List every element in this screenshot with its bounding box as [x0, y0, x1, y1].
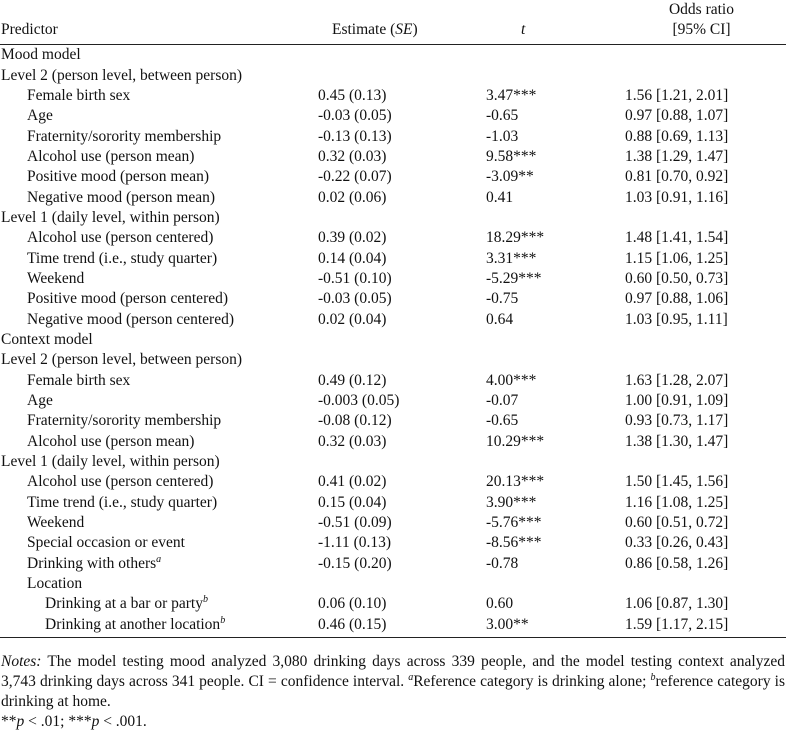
header-estimate: Estimate (SE) — [294, 0, 478, 45]
t-value-cell — [478, 452, 617, 472]
t-value-cell: 3.31*** — [486, 249, 537, 267]
table-row — [0, 574, 786, 594]
table-body — [0, 45, 786, 638]
estimate-cell: 0.45 (0.13) — [318, 86, 387, 104]
significance-legend: **p < .01; ***p < .001. — [1, 713, 147, 730]
predictor-cell: Female birth sex — [27, 371, 131, 389]
header-predictor: Predictor — [0, 0, 294, 45]
predictor-cell: Age — [27, 107, 53, 125]
t-value-cell: 9.58*** — [486, 147, 537, 165]
odds-ratio-cell: 1.03 [0.91, 1.16] — [625, 188, 729, 206]
table-notes — [1, 652, 785, 732]
t-value-cell — [478, 45, 617, 66]
estimate-cell: 0.49 (0.12) — [318, 371, 387, 389]
estimate-cell — [294, 330, 478, 350]
estimate-cell: -0.03 (0.05) — [318, 290, 392, 308]
t-value-cell: 20.13*** — [486, 473, 545, 491]
table-row — [0, 187, 786, 207]
predictor-cell: Negative mood (person centered) — [27, 310, 235, 328]
estimate-cell: -0.51 (0.10) — [318, 269, 392, 287]
estimate-cell — [294, 350, 478, 370]
predictor-cell: Weekend — [27, 514, 85, 532]
table-row — [0, 126, 786, 146]
t-value-cell: -0.65 — [486, 107, 519, 125]
odds-ratio-cell: 0.81 [0.70, 0.92] — [625, 168, 729, 186]
predictor-cell: Level 2 (person level, between person) — [1, 66, 243, 84]
t-value-cell: 18.29*** — [486, 229, 545, 247]
table-row — [0, 533, 786, 553]
predictor-cell: Level 2 (person level, between person) — [1, 351, 243, 369]
predictor-cell: Context model — [1, 330, 93, 348]
predictor-cell: Fraternity/sorority membership — [27, 127, 222, 145]
table-row — [0, 493, 786, 513]
estimate-cell: 0.32 (0.03) — [318, 432, 387, 450]
estimate-cell: -0.22 (0.07) — [318, 168, 392, 186]
odds-ratio-cell — [617, 65, 786, 85]
predictor-cell: Level 1 (daily level, within person) — [1, 208, 220, 226]
table-row — [0, 65, 786, 85]
predictor-cell: Mood model — [1, 46, 81, 64]
table-row — [0, 86, 786, 106]
estimate-cell — [294, 574, 478, 594]
t-value-cell: 4.00*** — [486, 371, 537, 389]
t-value-cell: 3.47*** — [486, 86, 537, 104]
predictor-cell: Fraternity/sorority membership — [27, 412, 222, 430]
estimate-cell: 0.14 (0.04) — [318, 249, 387, 267]
odds-ratio-cell: 1.50 [1.45, 1.56] — [625, 473, 729, 491]
table-row — [0, 289, 786, 309]
odds-ratio-cell: 0.33 [0.26, 0.43] — [625, 534, 729, 552]
odds-ratio-cell — [617, 45, 786, 66]
estimate-cell: 0.02 (0.04) — [318, 310, 387, 328]
t-value-cell: -5.76*** — [486, 514, 542, 532]
odds-ratio-cell — [617, 330, 786, 350]
estimate-cell — [294, 208, 478, 228]
table-row — [0, 106, 786, 126]
t-value-cell — [478, 65, 617, 85]
predictor-cell: Weekend — [27, 269, 85, 287]
table-row — [0, 472, 786, 492]
table-row — [0, 330, 786, 350]
t-value-cell: -0.78 — [486, 554, 519, 572]
estimate-cell — [294, 65, 478, 85]
t-value-cell: -3.09** — [486, 168, 534, 186]
predictor-cell: Location — [27, 575, 83, 593]
estimate-cell: 0.39 (0.02) — [318, 229, 387, 247]
estimate-cell: -0.15 (0.20) — [318, 554, 392, 572]
odds-ratio-cell: 0.93 [0.73, 1.17] — [625, 412, 729, 430]
notes-paragraph: Notes: The model testing mood analyzed 3,080 drinking days across 339 people, and the model testing context analyzed 3,743 drinking days across 341 people. CI = confidence interval. $^a$Reference category is drinking alone; $^b$reference category is drinking at home. — [1, 653, 785, 710]
table-row — [0, 554, 786, 574]
predictor-cell: Female birth sex — [27, 86, 131, 104]
odds-ratio-cell — [617, 452, 786, 472]
table-row — [0, 411, 786, 431]
predictor-cell: Drinking at a bar or party$^b$ — [45, 594, 208, 613]
odds-ratio-cell: 1.56 [1.21, 2.01] — [625, 86, 729, 104]
estimate-cell: 0.46 (0.15) — [318, 615, 387, 633]
table-row — [0, 248, 786, 268]
predictor-cell: Drinking at another location$^b$ — [45, 614, 226, 633]
odds-ratio-cell: 0.60 [0.51, 0.72] — [625, 514, 729, 532]
odds-ratio-cell: 1.38 [1.29, 1.47] — [625, 147, 729, 165]
odds-ratio-cell: 1.06 [0.87, 1.30] — [625, 595, 729, 613]
odds-ratio-cell — [617, 208, 786, 228]
predictor-cell: Alcohol use (person mean) — [27, 432, 195, 450]
predictor-cell: Level 1 (daily level, within person) — [1, 453, 220, 471]
table-row — [0, 228, 786, 248]
estimate-cell — [294, 45, 478, 66]
predictor-cell: Negative mood (person mean) — [27, 188, 216, 206]
table-row — [0, 452, 786, 472]
table-row — [0, 391, 786, 411]
predictor-cell: Drinking with others$^a$ — [27, 553, 162, 572]
odds-ratio-cell: 1.59 [1.17, 2.15] — [625, 615, 729, 633]
header-odds-ratio: Odds ratio [95% CI] — [617, 0, 786, 45]
estimate-cell: 0.32 (0.03) — [318, 147, 387, 165]
odds-ratio-cell: 1.16 [1.08, 1.25] — [625, 493, 729, 511]
t-value-cell — [478, 330, 617, 350]
predictor-cell: Positive mood (person mean) — [27, 168, 210, 186]
table-row — [0, 432, 786, 452]
estimate-cell: 0.15 (0.04) — [318, 493, 387, 511]
table-row — [0, 350, 786, 370]
estimate-cell: -0.13 (0.13) — [318, 127, 392, 145]
table-row — [0, 513, 786, 533]
estimate-cell — [294, 452, 478, 472]
table-row — [0, 167, 786, 187]
table-header — [0, 0, 786, 45]
table-row — [0, 269, 786, 289]
estimate-cell: -0.003 (0.05) — [318, 392, 400, 410]
t-value-cell: 3.90*** — [486, 493, 537, 511]
t-value-cell: -1.03 — [486, 127, 519, 145]
table-row — [0, 615, 786, 638]
t-value-cell: -0.65 — [486, 412, 519, 430]
predictor-cell: Positive mood (person centered) — [27, 290, 229, 308]
t-value-cell: 0.64 — [486, 310, 514, 328]
odds-ratio-cell: 1.03 [0.95, 1.11] — [625, 310, 728, 328]
odds-ratio-cell: 0.97 [0.88, 1.07] — [625, 107, 729, 125]
t-value-cell: -0.75 — [486, 290, 519, 308]
odds-ratio-cell: 1.48 [1.41, 1.54] — [625, 229, 729, 247]
predictor-cell: Time trend (i.e., study quarter) — [27, 493, 218, 511]
t-value-cell: 0.60 — [486, 595, 514, 613]
table-row — [0, 594, 786, 614]
estimate-cell: -0.51 (0.09) — [318, 514, 392, 532]
estimate-cell: -0.08 (0.12) — [318, 412, 392, 430]
t-value-cell: -5.29*** — [486, 269, 542, 287]
estimate-cell: -1.11 (0.13) — [318, 534, 392, 552]
odds-ratio-cell: 0.60 [0.50, 0.73] — [625, 269, 729, 287]
estimate-cell: 0.06 (0.10) — [318, 595, 387, 613]
t-value-cell: 10.29*** — [486, 432, 545, 450]
odds-ratio-cell: 1.15 [1.06, 1.25] — [625, 249, 729, 267]
predictor-cell: Alcohol use (person centered) — [27, 473, 214, 491]
estimate-cell: -0.03 (0.05) — [318, 107, 392, 125]
predictor-cell: Time trend (i.e., study quarter) — [27, 249, 218, 267]
odds-ratio-cell: 0.97 [0.88, 1.06] — [625, 290, 729, 308]
t-value-cell — [478, 208, 617, 228]
predictor-cell: Alcohol use (person mean) — [27, 147, 195, 165]
t-value-cell: 0.41 — [486, 188, 514, 206]
predictor-cell: Special occasion or event — [27, 534, 185, 552]
odds-ratio-cell — [617, 574, 786, 594]
odds-ratio-cell: 1.38 [1.30, 1.47] — [625, 432, 729, 450]
predictor-cell: Alcohol use (person centered) — [27, 229, 214, 247]
odds-ratio-cell: 1.00 [0.91, 1.09] — [625, 392, 729, 410]
header-t: t — [478, 0, 617, 45]
t-value-cell: -0.07 — [486, 392, 519, 410]
odds-ratio-cell: 0.88 [0.69, 1.13] — [625, 127, 729, 145]
t-value-cell — [478, 350, 617, 370]
t-value-cell: -8.56*** — [486, 534, 542, 552]
table-row — [0, 309, 786, 329]
t-value-cell: 3.00** — [486, 615, 529, 633]
estimate-cell: 0.02 (0.06) — [318, 188, 387, 206]
table-row — [0, 371, 786, 391]
table-row — [0, 45, 786, 66]
odds-ratio-cell: 0.86 [0.58, 1.26] — [625, 554, 729, 572]
odds-ratio-cell: 1.63 [1.28, 2.07] — [625, 371, 729, 389]
predictor-cell: Age — [27, 392, 53, 410]
odds-ratio-cell — [617, 350, 786, 370]
table-row — [0, 147, 786, 167]
estimate-cell: 0.41 (0.02) — [318, 473, 387, 491]
table-row — [0, 208, 786, 228]
t-value-cell — [478, 574, 617, 594]
